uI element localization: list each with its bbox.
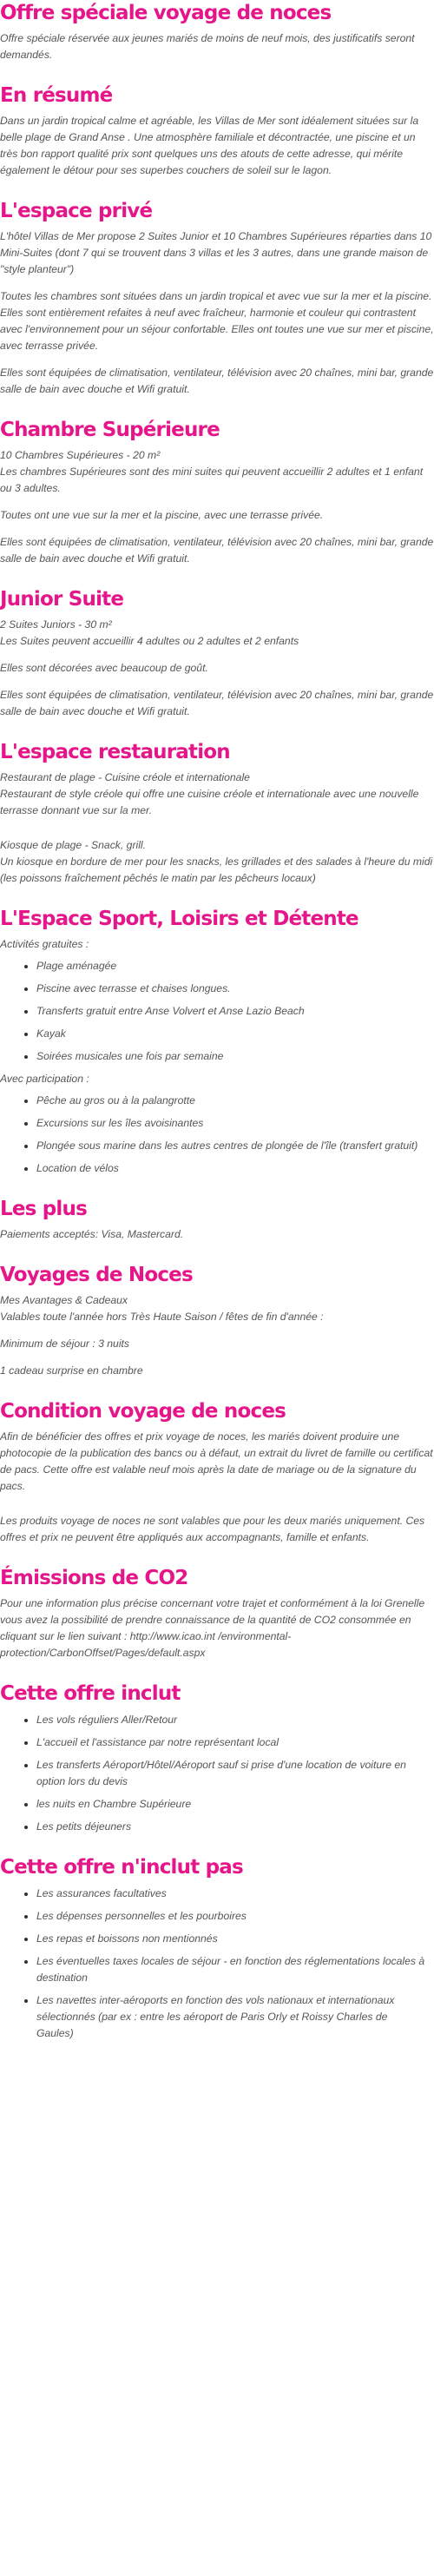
section-title: Chambre Supérieure xyxy=(0,419,220,441)
kiosque-desc: Un kiosque en bordure de mer pour les snacks, les grillades et des salades à l'heure du midi (les poissons fraîchement pêchés le matin par les pêcheurs locaux) xyxy=(0,855,433,884)
section-les-plus xyxy=(0,1196,434,1243)
section-espace-prive xyxy=(0,198,434,398)
spacer xyxy=(0,819,434,833)
section-title: En résumé xyxy=(0,84,113,107)
resume-text: Dans un jardin tropical calme et agréable, les Villas de Mer sont idéalement situées sur la belle plage de Grand Anse . Une atmosphère familiale et décontractée, une piscine et un très bon rapport qualité prix sont quelques uns des atouts de cette adresse, qui mérite également le détour pour ses superbes couchers de soleil sur le lagon. xyxy=(0,115,419,176)
voyage-advantages-heading: Mes Avantages & Cadeaux xyxy=(0,1294,128,1306)
chambre-sup-text-2: Toutes ont une vue sur la mer et la piscine, avec une terrasse privée. xyxy=(0,509,324,521)
section-espace-restauration xyxy=(0,739,434,887)
section-title: Cette offre inclut xyxy=(0,1682,181,1705)
kiosque-text xyxy=(0,837,434,887)
list-item: • L'accueil et l'assistance par notre représentant local xyxy=(36,1734,434,1751)
list-item: • les nuits en Chambre Supérieure xyxy=(36,1796,434,1813)
list-item: • Les dépenses personnelles et les pourboires xyxy=(36,1908,434,1925)
list-item: • Pêche au gros ou à la palangrotte xyxy=(36,1093,434,1109)
list-item: • Les navettes inter-aéroports en fonction des vols nationaux et internationaux sélectionnés (par ex : entre les aéroport de Paris Orly et Roissy Charles de Gaules) xyxy=(36,1992,434,2042)
voyage-gift: 1 cadeau surprise en chambre xyxy=(0,1364,143,1377)
restaurant-text xyxy=(0,769,434,819)
junior-text-1 xyxy=(0,617,434,650)
section-title: L'Espace Sport, Loisirs et Détente xyxy=(0,908,358,930)
paid-activities-label: Avec participation : xyxy=(0,1073,89,1085)
plus-text: Paiements acceptés: Visa, Mastercard. xyxy=(0,1228,184,1240)
section-emissions-co2 xyxy=(0,1565,434,1661)
section-chambre-superieure xyxy=(0,417,434,567)
section-title: Condition voyage de noces xyxy=(0,1400,286,1423)
spacer xyxy=(0,1495,434,1509)
section-voyages-de-noces xyxy=(0,1262,434,1379)
list-item: • Les repas et boissons non mentionnés xyxy=(36,1931,434,1947)
chambre-sup-size: 10 Chambres Supérieures - 20 m² xyxy=(0,449,161,461)
espace-prive-text-3: Elles sont équipées de climatisation, ventilateur, télévision avec 20 chaînes, mini bar, grande salle de bain avec douche et Wifi gratuit. xyxy=(0,367,434,395)
free-activities-label: Activités gratuites : xyxy=(0,938,89,950)
junior-text-3: Elles sont équipées de climatisation, ventilateur, télévision avec 20 chaînes, mini bar, grande salle de bain avec douche et Wifi gratuit. xyxy=(0,689,434,717)
section-en-resume xyxy=(0,83,434,179)
list-item: • Piscine avec terrasse et chaises longues. xyxy=(36,981,434,997)
junior-capacity: Les Suites peuvent accueillir 4 adultes ou 2 adultes et 2 enfants xyxy=(0,635,299,647)
list-item: • Kayak xyxy=(36,1026,434,1042)
section-title: Émissions de CO2 xyxy=(0,1567,188,1589)
paid-activities-list xyxy=(0,1093,434,1177)
section-junior-suite xyxy=(0,586,434,720)
restaurant-heading: Restaurant de plage - Cuisine créole et internationale xyxy=(0,771,250,783)
section-offre-ninclut xyxy=(0,1854,434,2042)
voyage-validity: Valables toute l'année hors Très Haute Saison / fêtes de fin d'année : xyxy=(0,1311,324,1323)
section-title: Junior Suite xyxy=(0,588,124,611)
section-title: Les plus xyxy=(0,1198,87,1220)
section-title: L'espace privé xyxy=(0,200,153,222)
list-item: • Plongée sous marine dans les autres centres de plongée de l'île (transfert gratuit) xyxy=(36,1138,434,1154)
section-title: Cette offre n'inclut pas xyxy=(0,1856,243,1879)
voyage-min-stay: Minimum de séjour : 3 nuits xyxy=(0,1338,130,1350)
included-list xyxy=(0,1712,434,1835)
co2-text: Pour une information plus précise concernant votre trajet et conformément à la loi Grenelle vous avez la possibilité de prendre connaissance de la quantité de CO2 consommée en cliquant sur le lien suivant : http://www.icao.int /environmental-protection/CarbonOffset/Pages/default.aspx xyxy=(0,1597,425,1659)
offre-text: Offre spéciale réservée aux jeunes mariés de moins de neuf mois, des justificatifs seront demandés. xyxy=(0,32,415,61)
condition-text-2: Les produits voyage de noces ne sont valables que pour les deux mariés uniquement. Ces offres et prix ne peuvent être appliqués aux accompagnants, famille et enfants. xyxy=(0,1515,425,1543)
section-title: Offre spéciale voyage de noces xyxy=(0,2,332,24)
chambre-sup-text-1 xyxy=(0,447,434,497)
section-condition-voyage xyxy=(0,1398,434,1546)
excluded-list xyxy=(0,1886,434,2042)
list-item: • Les petits déjeuners xyxy=(36,1819,434,1835)
list-item: • Les vols réguliers Aller/Retour xyxy=(36,1712,434,1728)
list-item: • Les assurances facultatives xyxy=(36,1886,434,1902)
junior-text-2: Elles sont décorées avec beaucoup de goût. xyxy=(0,662,208,674)
list-item: • Les éventuelles taxes locales de séjour - en fonction des réglementations locales à destination xyxy=(36,1953,434,1986)
chambre-sup-text-3: Elles sont équipées de climatisation, ventilateur, télévision avec 20 chaînes, mini bar, grande salle de bain avec douche et Wifi gratuit. xyxy=(0,536,434,565)
condition-text-1: Afin de bénéficier des offres et prix voyage de noces, les mariés doivent produire une photocopie de la publication des bancs ou à défaut, un extrait du livret de famille ou certificat de pacs. Cette offre est valable neuf mois après la date de mariage ou de la signature du pacs. xyxy=(0,1430,433,1492)
section-sport-loisirs xyxy=(0,906,434,1177)
section-title: Voyages de Noces xyxy=(0,1264,193,1286)
espace-prive-text-1: L'hôtel Villas de Mer propose 2 Suites Junior et 10 Chambres Supérieures réparties dans 10 Mini-Suites (dont 7 qui se trouvent dans 3 villas et les 3 autres, dans une grande maison de "style planteur") xyxy=(0,230,432,275)
list-item: • Location de vélos xyxy=(36,1160,434,1177)
section-offre-inclut xyxy=(0,1681,434,1835)
section-title: L'espace restauration xyxy=(0,741,230,763)
list-item: • Soirées musicales une fois par semaine xyxy=(36,1048,434,1065)
list-item: • Transferts gratuit entre Anse Volvert et Anse Lazio Beach xyxy=(36,1003,434,1020)
espace-prive-text-2: Toutes les chambres sont situées dans un jardin tropical et avec vue sur la mer et la piscine. Elles sont entièrement refaites à neuf avec fraîcheur, harmonie et couleur qui contrastent avec l'environnement pour un séjour confortable. Elles ont toutes une vue sur mer et piscine, avec terrasse privée. xyxy=(0,290,434,352)
restaurant-desc: Restaurant de style créole qui offre une cuisine créole et internationale avec une nouvelle terrasse donnant vue sur la mer. xyxy=(0,788,419,816)
chambre-sup-capacity: Les chambres Supérieures sont des mini suites qui peuvent accueillir 2 adultes et 1 enfant ou 3 adultes. xyxy=(0,466,424,494)
kiosque-heading: Kiosque de plage - Snack, grill. xyxy=(0,839,147,851)
list-item: • Excursions sur les îles avoisinantes xyxy=(36,1115,434,1132)
junior-size: 2 Suites Juniors - 30 m² xyxy=(0,618,112,631)
free-activities-list xyxy=(0,958,434,1065)
voyage-advantages xyxy=(0,1292,434,1325)
list-item: • Les transferts Aéroport/Hôtel/Aéroport sauf si prise d'une location de voiture en option lors du devis xyxy=(36,1757,434,1790)
section-offre-speciale xyxy=(0,0,434,63)
list-item: • Plage aménagée xyxy=(36,958,434,974)
